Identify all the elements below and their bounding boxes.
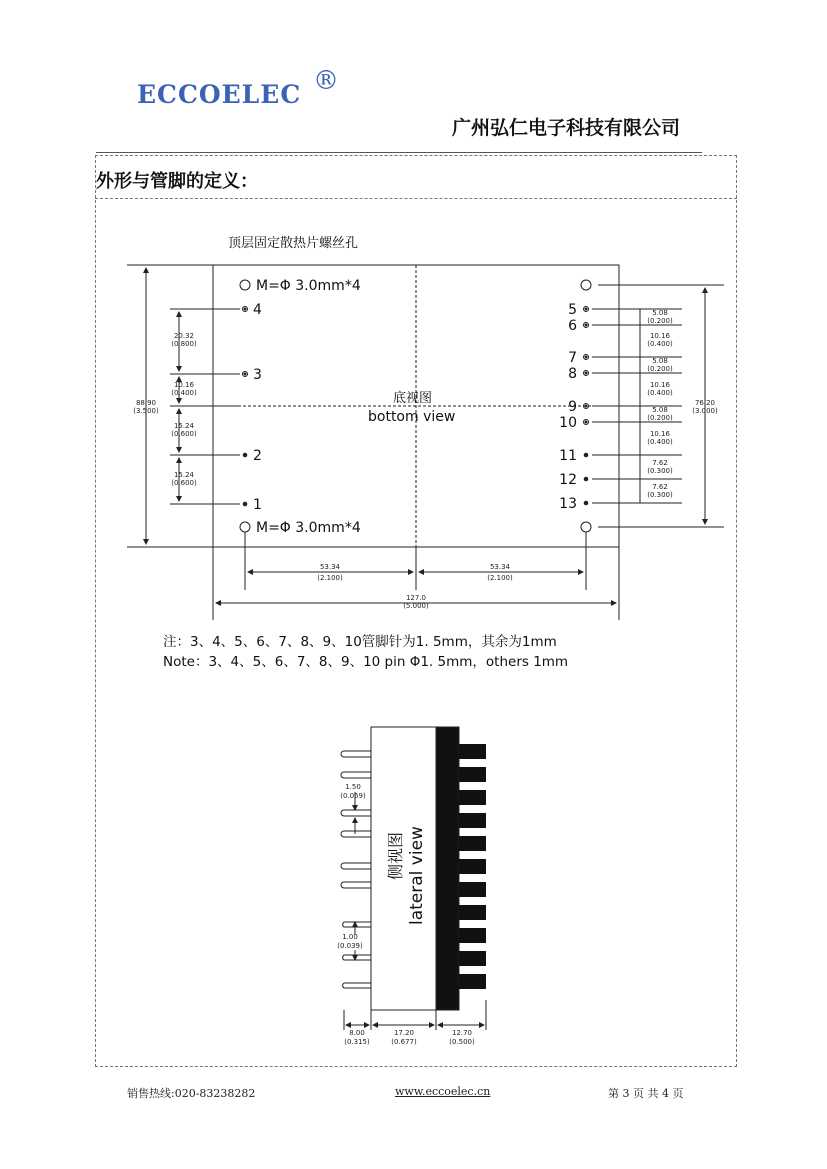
bottom-view-en: bottom view bbox=[368, 409, 456, 425]
lateral-view-en: lateral view bbox=[407, 826, 427, 925]
section-title: 外形与管脚的定义： bbox=[96, 171, 258, 192]
registered-mark: ® bbox=[313, 66, 339, 96]
dim-text: (2.100) bbox=[487, 574, 513, 582]
dim-text: 1.00 bbox=[342, 933, 358, 941]
mount-hole-top-left bbox=[240, 280, 250, 290]
pin-label: 12 bbox=[559, 472, 577, 488]
company-name: 广州弘仁电子科技有限公司 bbox=[452, 117, 681, 139]
website-link[interactable]: www.eccoelec.cn bbox=[395, 1085, 491, 1098]
dim-text: (0.300) bbox=[647, 467, 673, 475]
dim-text: 15.24 bbox=[173, 422, 195, 430]
mount-label-bottom: M=Φ 3.0mm*4 bbox=[256, 520, 361, 536]
page-number: 第 3 页 共 4 页 bbox=[608, 1087, 684, 1100]
dim-text: (2.100) bbox=[317, 574, 343, 582]
mount-hole-top-right bbox=[581, 280, 591, 290]
bottom-view-cn: 底视图 bbox=[393, 391, 433, 406]
pin-label: 5 bbox=[568, 302, 577, 318]
dim-text: 5.08 bbox=[652, 309, 668, 317]
dim-text: 127.0 bbox=[405, 594, 427, 602]
dim-text: (0.400) bbox=[647, 389, 673, 397]
pin-label: 1 bbox=[253, 497, 262, 513]
dim-text: (5.000) bbox=[403, 602, 429, 610]
mount-label-top: M=Φ 3.0mm*4 bbox=[256, 278, 361, 294]
dim-text: 10.16 bbox=[649, 381, 671, 389]
dim-text: 53.34 bbox=[319, 563, 341, 571]
sales-hotline: 销售热线:020-83238282 bbox=[127, 1087, 256, 1100]
dim-text: 88.90 bbox=[135, 399, 157, 407]
dim-text: 1.50 bbox=[345, 783, 361, 791]
dim-text: 10.16 bbox=[173, 381, 195, 389]
pin-label: 8 bbox=[568, 366, 577, 382]
dim-text: 53.34 bbox=[489, 563, 511, 571]
dim-text: 8.00 bbox=[349, 1029, 365, 1037]
dim-text: (0.200) bbox=[647, 317, 673, 325]
logo-text: ECCOELEC bbox=[137, 80, 302, 109]
dim-text: (3.000) bbox=[692, 407, 718, 415]
dim-text: (0.059) bbox=[340, 792, 366, 800]
heatsink-hole-label: 顶层固定散热片螺丝孔 bbox=[228, 236, 359, 251]
pin-label: 10 bbox=[559, 415, 577, 431]
dim-text: (0.400) bbox=[647, 438, 673, 446]
dim-text: 17.20 bbox=[393, 1029, 415, 1037]
dim-text: (0.400) bbox=[647, 340, 673, 348]
pin-label: 3 bbox=[253, 367, 262, 383]
dim-text: (0.600) bbox=[171, 479, 197, 487]
dim-text: (0.677) bbox=[391, 1038, 417, 1046]
dim-text: 7.62 bbox=[652, 483, 668, 491]
pin-label: 11 bbox=[559, 448, 577, 464]
dim-text: 7.62 bbox=[652, 459, 668, 467]
pin-label: 2 bbox=[253, 448, 262, 464]
pin-note-en: Note：3、4、5、6、7、8、9、10 pin Φ1. 5mm，others 1mm bbox=[163, 654, 569, 670]
heatsink-fins bbox=[459, 744, 486, 989]
dim-text: (0.200) bbox=[647, 365, 673, 373]
dim-text: (0.039) bbox=[337, 942, 363, 950]
dim-text: 10.16 bbox=[649, 430, 671, 438]
pin-label: 4 bbox=[253, 302, 262, 318]
pin-note-cn: 注：3、4、5、6、7、8、9、10管脚针为1. 5mm，其余为1mm bbox=[163, 634, 557, 650]
pin-label: 7 bbox=[568, 350, 577, 366]
mount-hole-bottom-right bbox=[581, 522, 591, 532]
pin-label: 6 bbox=[568, 318, 577, 334]
dim-text: (0.300) bbox=[647, 491, 673, 499]
dim-text: 5.08 bbox=[652, 357, 668, 365]
lateral-view-cn: 侧视图 bbox=[386, 831, 405, 880]
pin-label: 13 bbox=[559, 496, 577, 512]
dim-text: (0.400) bbox=[171, 389, 197, 397]
dim-text: 76.20 bbox=[694, 399, 716, 407]
heatsink-base bbox=[436, 727, 459, 1010]
dim-text: (0.600) bbox=[171, 430, 197, 438]
dim-text: 10.16 bbox=[649, 332, 671, 340]
pin-label: 9 bbox=[568, 399, 577, 415]
dim-text: 12.70 bbox=[451, 1029, 473, 1037]
bottom-view-drawing bbox=[127, 265, 724, 620]
dim-text: 15.24 bbox=[173, 471, 195, 479]
dim-text: 5.08 bbox=[652, 406, 668, 414]
dim-text: (3.500) bbox=[133, 407, 159, 415]
dim-text: (0.200) bbox=[647, 414, 673, 422]
mount-hole-bottom-left bbox=[240, 522, 250, 532]
dim-text: (0.315) bbox=[344, 1038, 370, 1046]
dim-text: (0.500) bbox=[449, 1038, 475, 1046]
dim-text: 20.32 bbox=[173, 332, 195, 340]
dim-text: (0.800) bbox=[171, 340, 197, 348]
